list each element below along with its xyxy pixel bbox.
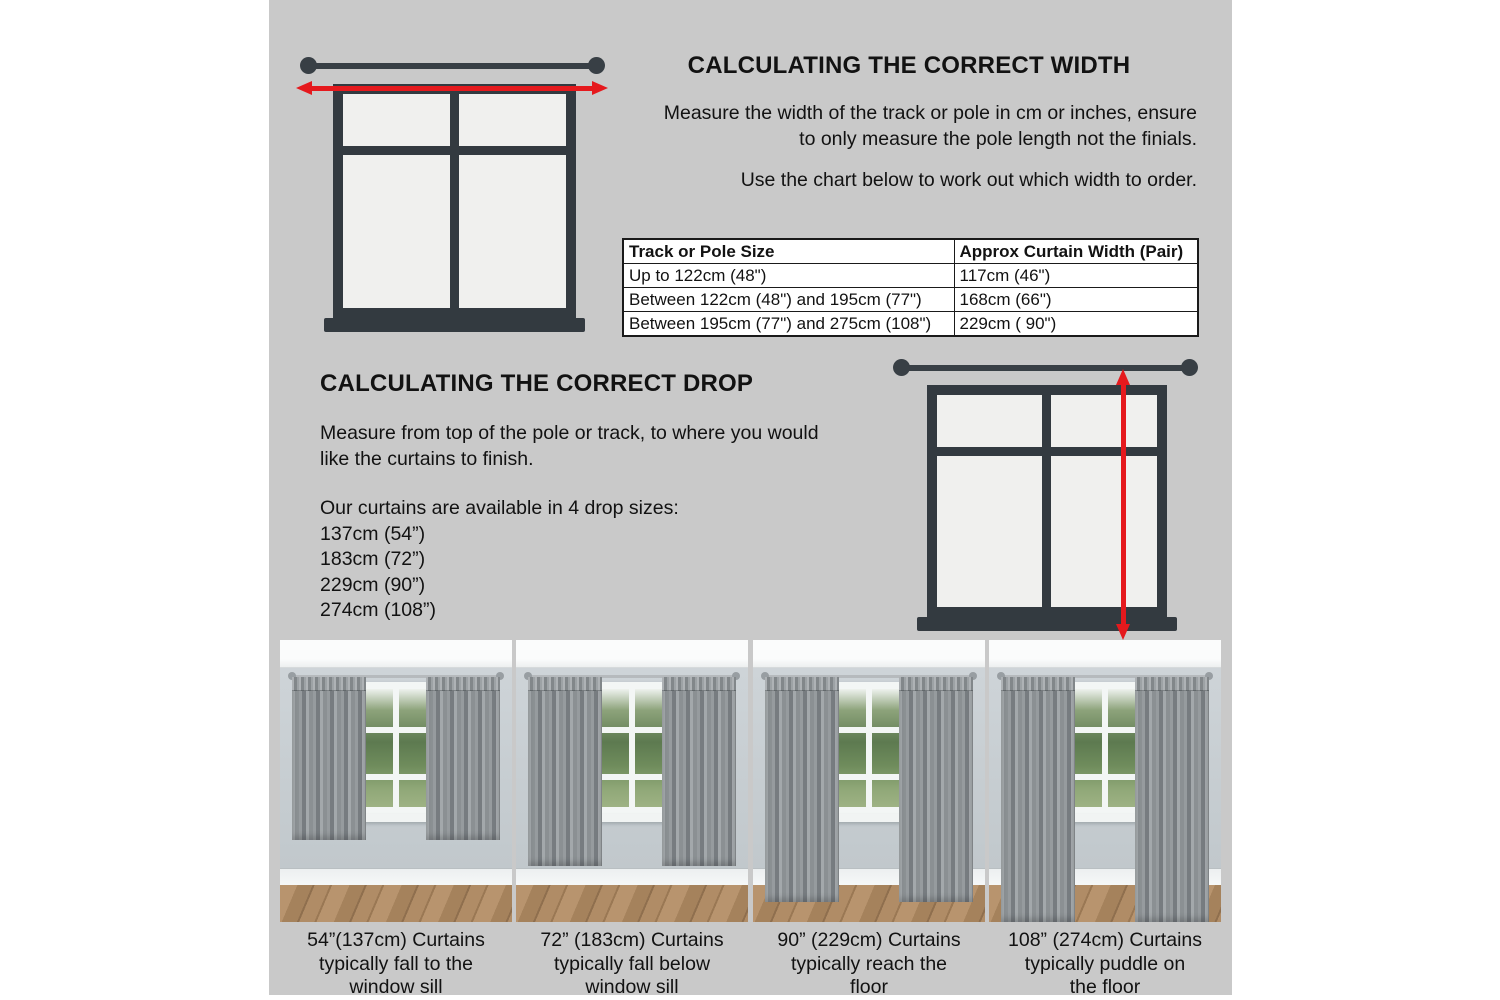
curtain-photo-card xyxy=(753,640,985,1000)
caption-line: the floor xyxy=(1069,976,1141,998)
width-intro-line1: Measure the width of the track or pole in cm or inches, ensure xyxy=(663,102,1197,124)
curtain-right xyxy=(426,677,500,840)
arrow-head-down-icon xyxy=(1116,624,1130,640)
skirting-board xyxy=(280,868,512,886)
width-section-title: CALCULATING THE CORRECT WIDTH xyxy=(687,52,1131,79)
window-mullion xyxy=(1102,689,1108,807)
curtain-width-cell: 168cm (66") xyxy=(954,288,1198,312)
window-rail xyxy=(1064,774,1146,780)
window-rail xyxy=(591,727,673,733)
pole-size-cell: Between 122cm (48") and 195cm (77") xyxy=(623,288,954,312)
window-rail xyxy=(591,774,673,780)
drop-size-item: 229cm (90”) xyxy=(320,573,426,596)
window-rail xyxy=(828,774,910,780)
drop-intro-line1: Measure from top of the pole or track, to where you would xyxy=(320,422,819,444)
ceiling xyxy=(753,640,985,668)
chart-hint-text: Use the chart below to work out which width to order. xyxy=(740,169,1197,191)
photo-caption xyxy=(280,929,512,1000)
caption-line: 108” (274cm) Curtains xyxy=(1008,929,1202,951)
curtain-left xyxy=(292,677,366,840)
wood-floor xyxy=(516,885,748,922)
drop-sizes-intro: Our curtains are available in 4 drop sizes: xyxy=(320,497,679,519)
caption-line: 90” (229cm) Curtains xyxy=(777,929,961,951)
room-photo-below-sill-drop xyxy=(516,640,748,922)
drop-intro-line2: like the curtains to finish. xyxy=(320,447,534,470)
drop-section-title: CALCULATING THE CORRECT DROP xyxy=(320,370,754,397)
ceiling xyxy=(516,640,748,668)
curtain-width-cell: 229cm ( 90") xyxy=(954,312,1198,337)
curtain-width-cell: 117cm (46") xyxy=(954,264,1198,288)
window-mullion xyxy=(866,689,872,807)
curtain-left xyxy=(1001,677,1075,922)
pole-size-cell: Up to 122cm (48") xyxy=(623,264,954,288)
drop-measure-arrow-icon xyxy=(1116,369,1130,640)
curtain-right xyxy=(1135,677,1209,922)
caption-line: 54”(137cm) Curtains xyxy=(307,929,485,951)
room-photo-puddle-drop xyxy=(989,640,1221,922)
curtain-left xyxy=(528,677,602,866)
room-photo-floor-drop xyxy=(753,640,985,922)
arrow-head-right-icon xyxy=(592,81,608,95)
width-measure-arrow-icon xyxy=(296,81,608,95)
caption-line: typically fall to the xyxy=(319,952,473,975)
window-rail xyxy=(828,727,910,733)
table-header-curtain-width: Approx Curtain Width (Pair) xyxy=(954,239,1198,264)
ceiling xyxy=(280,640,512,668)
skirting-board xyxy=(516,868,748,886)
arrow-shaft xyxy=(1121,380,1126,629)
photo-caption xyxy=(516,929,748,1000)
curtain-right xyxy=(899,677,973,902)
curtain-right xyxy=(662,677,736,866)
room-photo-sill-drop xyxy=(280,640,512,922)
caption-line: floor xyxy=(850,976,888,998)
table-header-pole-size: Track or Pole Size xyxy=(623,239,954,264)
wood-floor xyxy=(280,885,512,922)
caption-line: window sill xyxy=(585,976,679,998)
window-rail xyxy=(355,727,437,733)
arrow-shaft xyxy=(307,86,597,91)
ceiling xyxy=(989,640,1221,668)
photo-caption xyxy=(989,929,1221,1000)
caption-line: 72” (183cm) Curtains xyxy=(540,929,724,951)
drop-size-item: 274cm (108”) xyxy=(320,599,436,621)
curtain-photo-card xyxy=(516,640,748,1000)
drop-size-item: 137cm (54”) xyxy=(320,522,426,545)
photo-caption xyxy=(753,929,985,1000)
width-intro-line2: to only measure the pole length not the finials. xyxy=(799,128,1197,150)
drop-size-item: 183cm (72”) xyxy=(320,548,426,570)
window-rail xyxy=(355,774,437,780)
window-rail xyxy=(1064,727,1146,733)
curtain-left xyxy=(765,677,839,902)
caption-line: typically puddle on xyxy=(1024,952,1186,975)
pole-size-cell: Between 195cm (77") and 275cm (108") xyxy=(623,312,954,337)
window-mullion xyxy=(393,689,399,807)
caption-line: typically fall below xyxy=(553,952,711,975)
caption-line: typically reach the xyxy=(790,952,948,975)
window-mullion xyxy=(629,689,635,807)
caption-line: window sill xyxy=(349,976,443,998)
curtain-photo-card xyxy=(989,640,1221,1000)
curtain-photo-card xyxy=(280,640,512,1000)
